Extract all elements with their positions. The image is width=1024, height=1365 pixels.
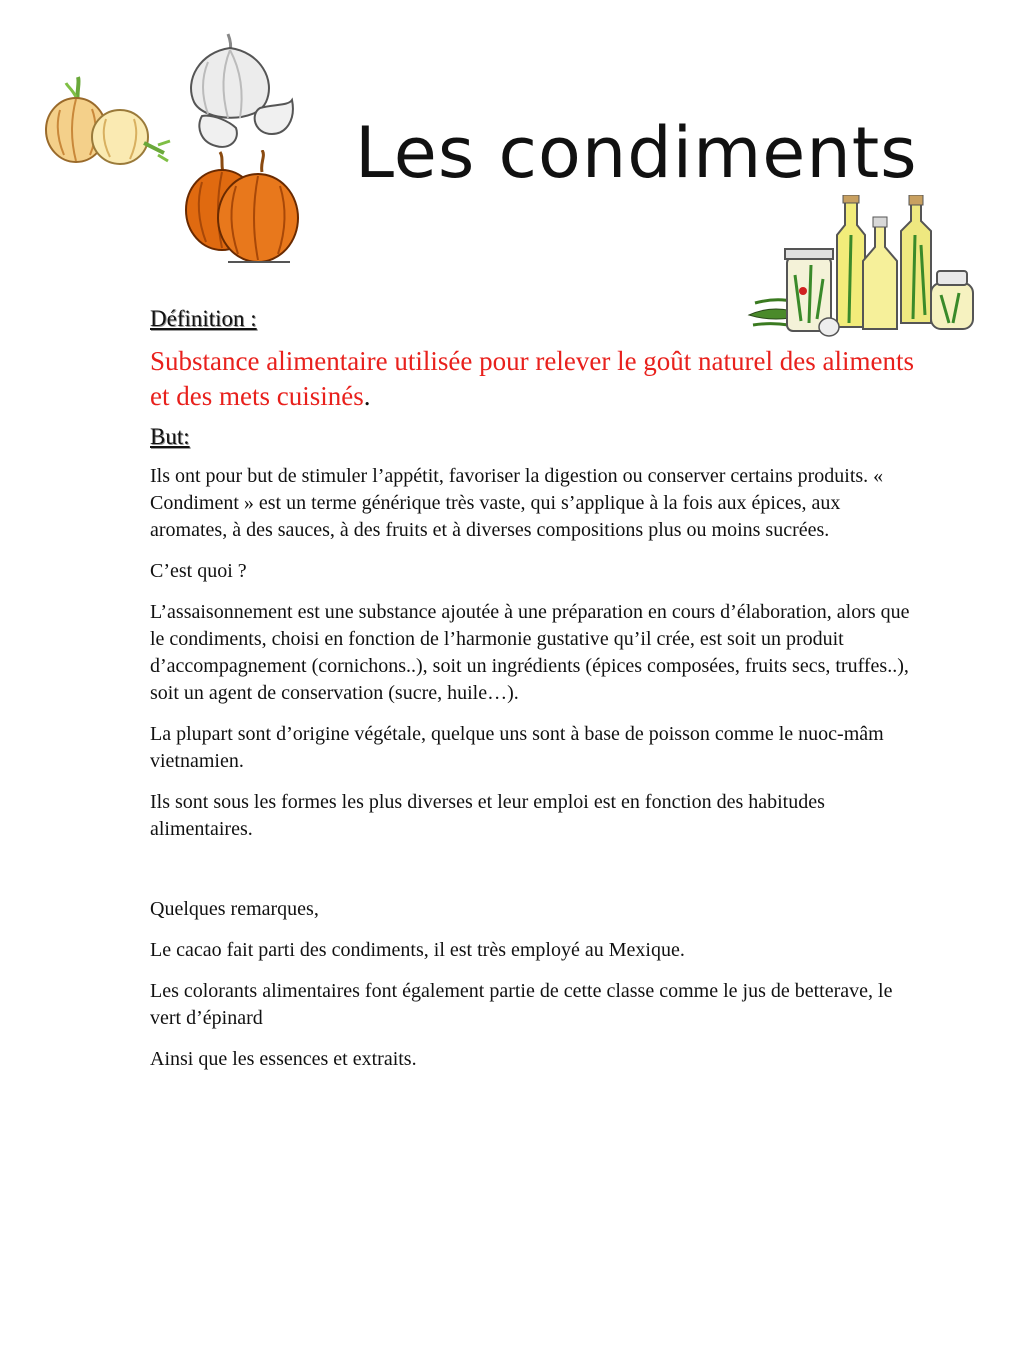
definition-text (150, 344, 920, 414)
orange-onions-icon (180, 150, 305, 268)
paragraph: Ils sont sous les formes les plus diverses et leur emploi est en fonction des habitudes alimentaires. (150, 791, 825, 840)
paragraph: C’est quoi ? (150, 560, 247, 582)
definition-sentence: Substance alimentaire utilisée pour relever le goût naturel des aliments et des mets cuisinés (150, 346, 914, 411)
remark-item: Les colorants alimentaires font également partie de cette classe comme le jus de betterave, le vert d’épinard (150, 980, 893, 1029)
definition-heading: Définition : (150, 306, 257, 331)
paragraph: L’assaisonnement est une substance ajoutée à une préparation en cours d’élaboration, alors que le condiments, choisi en fonction de l’harmonie gustative qu’il crée, est soit un produit d’accompagnement (cornichons..), soit un ingrédients (épices composées, fruits secs, truffes..), soit un agent de conservation (sucre, huile…). (150, 601, 910, 704)
garlic-icon (180, 30, 310, 155)
remark-item: Ainsi que les essences et extraits. (150, 1048, 417, 1070)
but-heading: But: (150, 424, 190, 449)
yellow-onions-icon (40, 75, 175, 170)
document-body (150, 306, 920, 1087)
page-title: Les condiments (355, 112, 918, 194)
paragraph: Ils ont pour but de stimuler l’appétit, favoriser la digestion ou conserver certains produits. « Condiment » est un terme générique très vaste, qui s’applique à la fois aux épices, aux aromates, à des sauces, à des fruits et à diverses compositions plus ou moins sucrées. (150, 465, 884, 541)
definition-period: . (363, 381, 371, 411)
paragraph: La plupart sont d’origine végétale, quelque uns sont à base de poisson comme le nuoc-mâm vietnamien. (150, 723, 884, 772)
remark-item: Le cacao fait parti des condiments, il est très employé au Mexique. (150, 939, 685, 961)
remarks-intro: Quelques remarques, (150, 898, 319, 920)
